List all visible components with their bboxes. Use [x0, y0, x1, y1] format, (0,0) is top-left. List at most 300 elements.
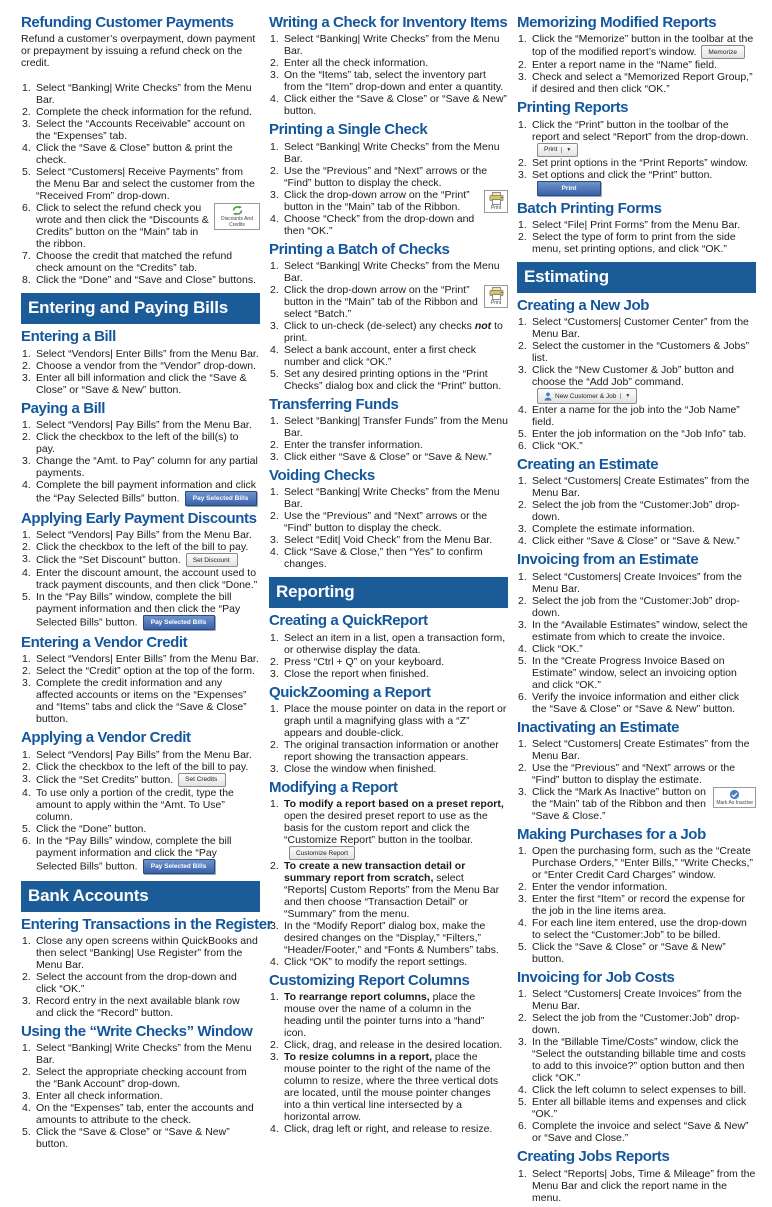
step-text: Click the left column to select expenses to bill.: [532, 1084, 747, 1097]
person-icon: [544, 392, 552, 401]
step-text: Select the job from the “Customer:Job” drop-down.: [532, 1012, 740, 1037]
step-text: Select a bank account, enter a first check number and click “OK.”: [284, 343, 477, 368]
widget-label: Print: [561, 184, 577, 192]
set-discount-button: [186, 553, 238, 567]
topic-heading: Batch Printing Forms: [517, 199, 662, 217]
step-text: To modify a report based on a preset report,: [284, 798, 504, 810]
step-list: [517, 988, 756, 1144]
step-item: [517, 691, 756, 715]
step-text: Select “File| Print Forms” from the Menu Bar.: [532, 218, 741, 231]
step-text: Enter the first “Item” or record the expense for the job in the line items area.: [532, 893, 746, 917]
step-item: [21, 372, 260, 396]
topic-heading: Creating an Estimate: [517, 456, 659, 473]
topic-heading: Customizing Report Columns: [269, 972, 470, 989]
step-text: Select “Vendors| Pay Bills” from the Menu Bar.: [36, 529, 252, 541]
step-item: [21, 1090, 260, 1102]
step-item: [269, 956, 508, 968]
step-text: To create a new transaction detail or summary report from scratch,: [284, 860, 466, 884]
step-list: [517, 475, 756, 547]
step-item: [269, 703, 508, 739]
step-text: Complete the invoice and select “Save & New” or “Save and Close.”: [532, 1120, 749, 1145]
step-item: [517, 440, 756, 452]
step-text: Click the “Done” button.: [36, 822, 147, 835]
step-item: [517, 655, 756, 691]
step-item: [269, 534, 508, 546]
step-item: [21, 274, 260, 286]
step-text: Enter a name for the job into the “Job Name” field.: [532, 404, 740, 428]
step-item: [517, 428, 756, 440]
step-item: [269, 33, 508, 57]
step-text: For each line item entered, use the drop-down to select the “Customer:Job” to be billed.: [532, 917, 747, 941]
step-text: Open the purchasing form, such as the “Create Purchase Orders,” “Enter Bills,” “Write Checks,” or “Enter Credit Card Charges” window.: [532, 845, 753, 881]
step-text: Enter the vendor information.: [532, 881, 668, 893]
step-item: [21, 479, 260, 506]
step-item: [21, 935, 260, 971]
step-item: [269, 1051, 508, 1123]
step-text: Click the drop-down arrow on the “Print” button in the “Main” tab of the Ribbon.: [284, 188, 470, 213]
column-1: [21, 10, 273, 1207]
step-list: [517, 571, 756, 715]
step-item: [517, 404, 756, 428]
topic-heading: Creating a New Job: [517, 296, 649, 314]
step-text: Record entry in the next available blank row and click the “Record” button.: [36, 994, 240, 1019]
step-text: Select “Vendors| Pay Bills” from the Menu Bar.: [36, 418, 252, 431]
step-text: Enter a report name in the “Name” field.: [532, 59, 718, 72]
step-list: [269, 260, 508, 392]
step-item: [21, 823, 260, 835]
topic-heading: Refunding Customer Payments: [21, 14, 234, 31]
step-list: [21, 1042, 260, 1150]
step-text: Select “Customers| Create Invoices” from the Menu Bar.: [532, 988, 742, 1013]
step-item: [517, 571, 756, 595]
step-list: [517, 119, 756, 196]
step-text: Select “Customers| Create Estimates” from the Menu Bar.: [532, 475, 750, 500]
step-text: Complete the bill payment information and click the “Pay Selected Bills” button.: [36, 478, 257, 505]
topic-heading: Entering Transactions in the Register: [21, 915, 273, 933]
step-item: [269, 189, 508, 213]
step-text: Close the window when finished.: [284, 762, 437, 775]
step-item: [269, 141, 508, 165]
step-text: Click the “Set Discount” button.: [36, 553, 181, 566]
step-item: [269, 546, 508, 570]
step-item: [517, 340, 756, 364]
step-item: [21, 553, 260, 567]
step-text: Click the drop-down arrow on the “Print” button in the “Main” tab of the Ribbon and select “Batch.”: [284, 283, 478, 320]
new-customer-job-button: [537, 388, 637, 404]
topic-heading: Writing a Check for Inventory Items: [269, 14, 508, 31]
step-text: place the mouse pointer to the right of the name of the column to resize, where the three vertical dots are located, until the mouse pointer changes into a thin vertical line intersected by a horizontal arrow.: [284, 1051, 499, 1124]
printer-icon: [489, 287, 504, 300]
discounts-credits-icon: [231, 205, 244, 216]
step-item: [21, 1066, 260, 1090]
step-list: [517, 316, 756, 452]
step-text: Choose the credit that matched the refund check amount on the “Credits” tab.: [36, 250, 233, 275]
step-item: [269, 920, 508, 956]
step-list: [517, 33, 756, 95]
step-item: [269, 510, 508, 534]
step-text: Set any desired printing options in the “Print Checks” dialog box and click the “Print” button.: [284, 367, 502, 392]
step-item: [269, 632, 508, 656]
step-item: [269, 860, 508, 920]
step-text: To use only a portion of the credit, type the amount to apply within the “Amt. To Use” column.: [36, 786, 234, 823]
step-text: place the mouse over the name of a column in the heading until the pointer turns into a “hand” icon.: [284, 991, 485, 1040]
step-item: [269, 93, 508, 117]
step-text: Click to un-check (de-select) any checks: [284, 319, 475, 332]
topic-heading: Entering a Vendor Credit: [21, 634, 188, 651]
step-list: [269, 33, 508, 117]
step-item: [269, 439, 508, 451]
step-item: [517, 881, 756, 893]
topic-heading: Creating Jobs Reports: [517, 1148, 670, 1166]
step-item: [517, 1168, 756, 1204]
topic-heading: QuickZooming a Report: [269, 683, 431, 701]
step-text: Close the report when finished.: [284, 667, 429, 680]
step-text: Click the “Save & Close” or “Save & New” button.: [532, 941, 726, 965]
section-header: Reporting: [269, 577, 508, 608]
step-list: [517, 219, 756, 255]
step-item: [269, 656, 508, 668]
step-item: [21, 749, 260, 761]
step-item: [21, 360, 260, 372]
step-text: Use the “Previous” and “Next” arrows or the “Find” button to display the estimate.: [532, 761, 736, 786]
step-text: Click, drag, and release in the desired location.: [284, 1039, 503, 1052]
step-text: Select “Banking| Transfer Funds” from the Menu Bar.: [284, 415, 508, 439]
topic-heading: Making Purchases for a Job: [517, 825, 706, 843]
step-item: [21, 1042, 260, 1066]
widget-label: Memorize: [708, 48, 737, 56]
step-text: Select the type of form to print from the side menu, set printing options, and click “OK.”: [532, 230, 736, 255]
step-item: [269, 991, 508, 1039]
step-item: [269, 1123, 508, 1135]
topic-heading: Memorizing Modified Reports: [517, 14, 717, 31]
step-item: [269, 57, 508, 69]
step-text: To resize columns in a report,: [284, 1051, 433, 1064]
step-item: [517, 1084, 756, 1096]
step-item: [517, 893, 756, 917]
step-text: Select the job from the “Customer:Job” drop-down.: [532, 499, 740, 524]
topic-heading: Transferring Funds: [269, 395, 399, 413]
step-text: Enter all bill information and click the “Save & Close” or “Save & New” button.: [36, 371, 247, 396]
step-text: Click the checkbox to the left of the bill(s) to pay.: [36, 430, 239, 455]
pay-selected-bills-button: [185, 491, 257, 506]
topic-heading: Invoicing from an Estimate: [517, 551, 699, 569]
step-text: open the desired preset report to use as the basis for the custom report and click the “Customize Report” button in the toolbar.: [284, 810, 488, 846]
step-text: Click either “Save & Close” or “Save & New.”: [284, 451, 492, 463]
widget-label: Discounts And Credits: [221, 216, 253, 228]
step-item: [269, 1039, 508, 1051]
step-list: [269, 632, 508, 680]
step-text: Click the “Set Credits” button.: [36, 773, 174, 786]
dropdown-caret-icon: ▼: [561, 147, 571, 153]
step-list: [517, 1168, 756, 1204]
step-list: [517, 738, 756, 822]
step-text: Complete the credit information and any affected accounts or items on the “Expenses” and “Items” tabs and click the “Save & Close” button.: [36, 677, 247, 726]
step-text: Press “Ctrl + Q” on your keyboard.: [284, 655, 445, 668]
step-item: [21, 787, 260, 823]
step-item: [517, 33, 756, 59]
widget-label: Print: [490, 204, 502, 211]
step-text: Enter all billable items and expenses and click “OK.”: [532, 1096, 747, 1121]
topic-heading: Printing a Batch of Checks: [269, 240, 450, 258]
step-item: [21, 835, 260, 874]
step-item: [517, 643, 756, 655]
print-button: [537, 181, 601, 196]
step-item: [21, 431, 260, 455]
step-item: [269, 344, 508, 368]
step-text: Click “OK.”: [532, 440, 583, 452]
topic-heading: Creating a QuickReport: [269, 612, 428, 630]
widget-label: Pay Selected Bills: [150, 862, 207, 870]
intro-text: Refund a customer’s overpayment, down payment or prepayment by issuing a refund check on the credit.: [21, 33, 256, 70]
topic-heading: Modifying a Report: [269, 778, 398, 796]
step-text: Click the “Save & Close” button & print the check.: [36, 142, 233, 167]
step-item: [517, 619, 756, 643]
step-text: Click “OK” to modify the report settings.: [284, 956, 468, 968]
step-list: [269, 798, 508, 968]
step-text: Change the “Amt. to Pay” column for any partial payments.: [36, 454, 258, 479]
step-text: Select the customer in the “Customers & Jobs” list.: [532, 340, 750, 364]
step-item: [517, 738, 756, 762]
section-header: Entering and Paying Bills: [21, 293, 260, 324]
step-item: [269, 165, 508, 189]
step-text: Select the job from the “Customer:Job” drop-down.: [532, 594, 740, 619]
mark-inactive-icon: [729, 789, 740, 800]
step-item: [517, 523, 756, 535]
step-item: [21, 995, 260, 1019]
step-item: [269, 763, 508, 775]
step-text: Check and select a “Memorized Report Group,” if desired and then click “OK.”: [532, 71, 753, 96]
step-text: Use the “Previous” and “Next” arrows or the “Find” button to display the check.: [284, 510, 488, 535]
topic-heading: Printing a Single Check: [269, 121, 428, 139]
step-text: Select the “Accounts Receivable” account on the “Expenses” tab.: [36, 118, 245, 143]
topic-heading: Inactivating an Estimate: [517, 718, 680, 736]
step-item: [21, 106, 260, 118]
topic-heading: Voiding Checks: [269, 467, 375, 484]
step-item: [517, 988, 756, 1012]
step-item: [21, 202, 260, 250]
step-item: [21, 541, 260, 553]
step-text: Close any open screens within QuickBooks and then select “Banking| Use Register” from the Menu Bar.: [36, 934, 258, 971]
step-item: [517, 499, 756, 523]
step-text: Click the “New Customer & Job” button and choose the “Add Job” command.: [532, 364, 734, 388]
step-text: Set print options in the “Print Reports” window.: [532, 156, 748, 169]
step-item: [269, 798, 508, 860]
step-text: In the “Pay Bills” window, complete the bill payment information and then click the “Pay Selected Bills” button.: [36, 591, 241, 629]
step-text: On the “Items” tab, select the inventory part from the “Item” drop-down and enter a quantity.: [284, 69, 504, 94]
step-item: [517, 1120, 756, 1144]
step-item: [21, 166, 260, 202]
widget-label: Print: [544, 146, 558, 153]
column-3: [517, 10, 756, 1207]
step-list: [269, 991, 508, 1135]
section-header: Estimating: [517, 262, 756, 293]
step-item: [517, 316, 756, 340]
step-text: In the “Modify Report” dialog box, make the desired changes on the “Display,” “Filters,” “Header/Footer,” and “Fonts & Numbers” tabs.: [284, 920, 499, 956]
step-item: [269, 213, 508, 237]
step-item: [21, 773, 260, 787]
widget-label: Print: [490, 299, 502, 306]
step-item: [21, 567, 260, 591]
step-item: [21, 118, 260, 142]
step-item: [269, 668, 508, 680]
step-text: Click the “Done” and “Save and Close” buttons.: [36, 274, 257, 287]
step-item: [517, 917, 756, 941]
step-item: [269, 368, 508, 392]
step-list: [269, 141, 508, 237]
step-list: [21, 348, 260, 396]
step-list: [517, 845, 756, 965]
step-text: not: [474, 319, 492, 332]
step-item: [21, 971, 260, 995]
step-text: Select “Banking| Write Checks” from the Menu Bar.: [284, 259, 500, 284]
step-text: On the “Expenses” tab, enter the accounts and amounts to attribute to the check.: [36, 1102, 254, 1126]
step-item: [517, 157, 756, 169]
step-text: Click “Save & Close,” then “Yes” to confirm changes.: [284, 546, 483, 571]
step-item: [517, 169, 756, 196]
widget-label: Pay Selected Bills: [150, 619, 207, 626]
step-item: [517, 231, 756, 255]
step-item: [517, 595, 756, 619]
memorize-button: [701, 45, 745, 59]
step-text: Select the “Credit” option at the top of the form.: [36, 665, 255, 678]
customize-report-button: [289, 846, 355, 860]
step-item: [517, 762, 756, 786]
step-text: Select “Edit| Void Check” from the Menu Bar.: [284, 534, 493, 547]
step-item: [517, 71, 756, 95]
step-text: Click the checkbox to the left of the bill to pay.: [36, 541, 249, 553]
widget-label: Set Discount: [192, 556, 230, 564]
step-text: Select “Vendors| Pay Bills” from the Menu Bar.: [36, 748, 252, 761]
widget-label: Pay Selected Bills: [192, 494, 249, 502]
topic-heading: Invoicing for Job Costs: [517, 969, 675, 986]
mark-as-inactive-button: [713, 787, 756, 809]
step-text: Click, drag left or right, and release to resize.: [284, 1123, 493, 1136]
step-text: Click either the “Save & Close” or “Save & New” button.: [284, 93, 507, 118]
step-text: Set options and click the “Print” button.: [532, 168, 713, 181]
step-item: [21, 142, 260, 166]
step-text: Select “Banking| Write Checks” from the Menu Bar.: [284, 140, 500, 165]
step-text: Select “Banking| Write Checks” from the Menu Bar.: [284, 33, 500, 58]
step-text: Click the “Save & Close” or “Save & New” button.: [36, 1126, 230, 1150]
step-text: Complete the check information for the refund.: [36, 106, 252, 119]
topic-heading: Using the “Write Checks” Window: [21, 1022, 253, 1040]
step-text: The original transaction information or another report showing the transaction appears.: [284, 738, 499, 763]
step-text: Select “Banking| Write Checks” from the Menu Bar.: [36, 1042, 252, 1066]
step-text: Enter the transfer information.: [284, 439, 423, 451]
topic-heading: Applying a Vendor Credit: [21, 729, 191, 747]
step-item: [21, 1126, 260, 1150]
step-text: In the “Create Progress Invoice Based on Estimate” window, select an invoicing option and click “OK.”: [532, 654, 737, 691]
step-text: Enter the job information on the “Job Info” tab.: [532, 428, 747, 440]
step-item: [21, 419, 260, 431]
step-item: [21, 348, 260, 360]
step-text: Select “Vendors| Enter Bills” from the Menu Bar.: [36, 347, 259, 360]
step-text: to print.: [284, 319, 503, 344]
step-list: [21, 419, 260, 506]
step-text: Use the “Previous” and “Next” arrows or the “Find” button to display the check.: [284, 164, 488, 189]
step-text: Select “Customers| Create Estimates” from the Menu Bar.: [532, 737, 750, 762]
step-text: Click the “Memorize” button in the toolbar at the top of the modified report’s window.: [532, 33, 754, 59]
step-item: [269, 739, 508, 763]
topic-heading: Printing Reports: [517, 99, 629, 117]
step-list: [21, 749, 260, 874]
step-list: [21, 653, 260, 725]
step-text: Enter all check information.: [36, 1090, 163, 1102]
step-list: [21, 935, 260, 1019]
step-item: [21, 761, 260, 773]
step-text: Select “Customers| Receive Payments” from the Menu Bar and select the customer from the “Received From” drop-down.: [36, 166, 255, 203]
step-text: Click either “Save & Close” or “Save & New.”: [532, 535, 740, 548]
step-item: [517, 119, 756, 157]
topic-heading: Applying Early Payment Discounts: [21, 509, 257, 527]
widget-label: New Customer & Job: [555, 392, 617, 400]
step-item: [269, 260, 508, 284]
step-text: Enter all the check information.: [284, 57, 429, 70]
step-list: [21, 529, 260, 630]
step-text: In the “Billable Time/Costs” window, click the “Select the outstanding billable time and costs to add to this invoice?” option button and then click “OK.”: [532, 1036, 746, 1085]
step-list: [21, 82, 260, 286]
step-text: Select “Banking| Write Checks” from the Menu Bar.: [284, 486, 500, 511]
step-text: Choose a vendor from the “Vendor” drop-down.: [36, 359, 257, 372]
pay-selected-bills-button: [143, 615, 215, 630]
step-item: [517, 219, 756, 231]
step-text: Select “Reports| Jobs, Time & Mileage” from the Menu Bar and click the report name in the menu.: [532, 1167, 756, 1204]
step-item: [269, 415, 508, 439]
step-item: [21, 653, 260, 665]
step-text: Click “OK.”: [532, 642, 583, 655]
step-item: [517, 535, 756, 547]
print-ribbon-button: [484, 190, 508, 214]
topic-heading: Paying a Bill: [21, 399, 105, 417]
print-dropdown-button: [537, 143, 578, 157]
step-text: Place the mouse pointer on data in the report or graph until a magnifying glass with a “Z” appears and double-click.: [284, 702, 507, 739]
widget-label: Customize Report: [296, 849, 349, 857]
step-item: [517, 1096, 756, 1120]
discounts-and-credits-button: [214, 203, 260, 230]
step-item: [21, 455, 260, 479]
dropdown-caret-icon: ▼: [620, 393, 630, 399]
step-text: Complete the estimate information.: [532, 523, 695, 536]
step-item: [517, 475, 756, 499]
step-item: [21, 591, 260, 630]
step-item: [517, 1012, 756, 1036]
step-text: Click the checkbox to the left of the bill to pay.: [36, 760, 249, 773]
widget-label: Set Credits: [185, 776, 218, 783]
step-item: [517, 845, 756, 881]
step-text: Select the appropriate checking account from the “Bank Account” drop-down.: [36, 1066, 247, 1090]
step-text: Choose “Check” from the drop-down and then “OK.”: [284, 212, 475, 237]
step-text: In the “Available Estimates” window, select the estimate from which to create the invoice.: [532, 618, 748, 643]
step-item: [517, 59, 756, 71]
step-item: [269, 69, 508, 93]
step-item: [21, 250, 260, 274]
step-item: [517, 364, 756, 404]
step-text: Verify the invoice information and either click the “Save & Close” or “Save & New” button.: [532, 690, 740, 715]
widget-label: Mark As Inactive: [716, 799, 753, 806]
step-text: Select “Customers| Create Invoices” from the Menu Bar.: [532, 570, 742, 595]
step-text: Select the account from the drop-down and click “OK.”: [36, 970, 237, 995]
step-item: [21, 529, 260, 541]
step-text: Select “Banking| Write Checks” from the Menu Bar.: [36, 82, 252, 107]
section-header: Bank Accounts: [21, 881, 260, 912]
topic-heading: Entering a Bill: [21, 328, 116, 346]
step-text: Click the “Print” button in the toolbar of the report and select “Report” from the drop-down.: [532, 118, 749, 143]
step-item: [21, 1102, 260, 1126]
step-text: Select “Customers| Customer Center” from the Menu Bar.: [532, 316, 749, 340]
step-item: [21, 665, 260, 677]
step-text: Enter the discount amount, the account used to track payment discounts, and then click “Done.”: [36, 567, 258, 591]
step-item: [269, 320, 508, 344]
